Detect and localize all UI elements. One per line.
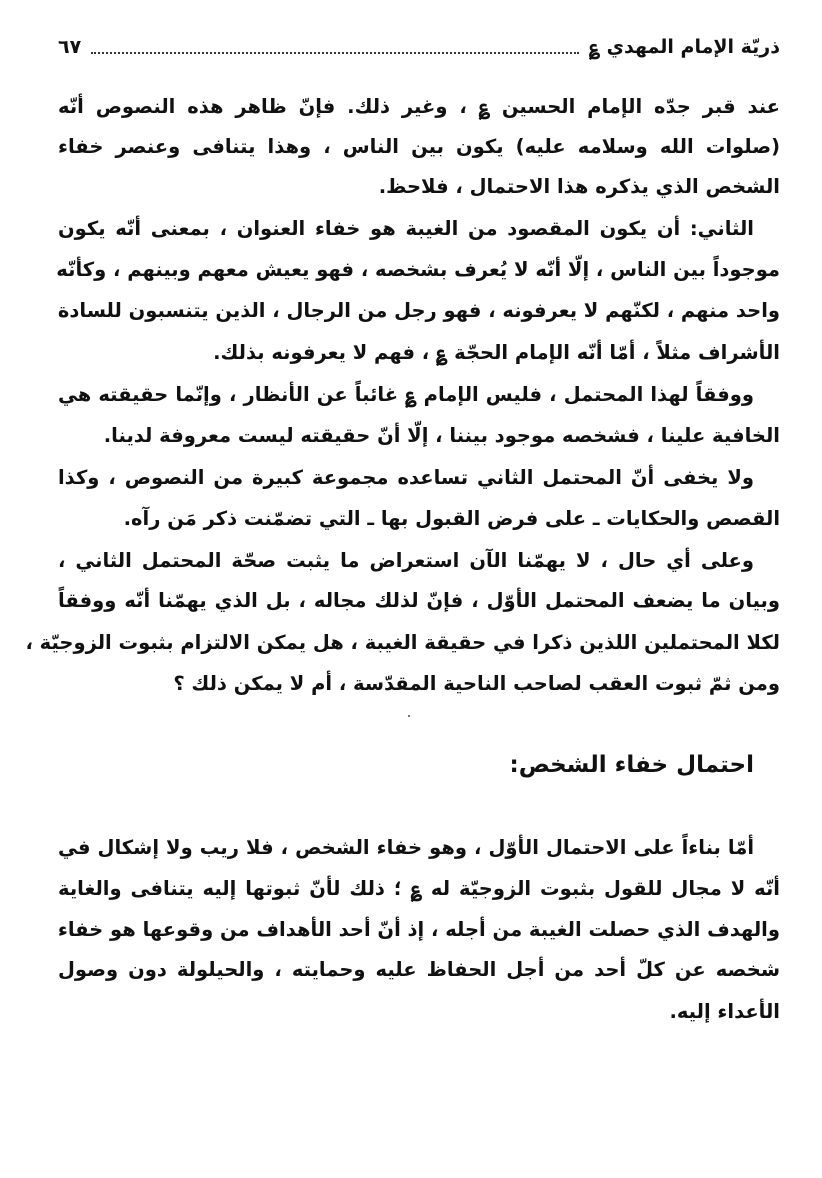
text-line: أنّه لا مجال للقول بثبوت الزوجيّة له ؏ ؛ ذلك لأنّ ثبوتها إليه يتنافى والغاية (58, 877, 780, 900)
text-line: وبيان ما يضعف المحتمل الأوّل ، فإنّ لذلك مجاله ، بل الذي يهمّنا أنّه ووفقاً (58, 589, 780, 612)
text-line: ومن ثمّ ثبوت العقب لصاحب الناحية المقدّسة ، أم لا يمكن ذلك ؟ (173, 672, 780, 695)
running-header (58, 30, 780, 64)
text-line: ووفقاً لهذا المحتمل ، فليس الإمام ؏ غائباً عن الأنظار ، وإنّما حقيقته هي (58, 383, 754, 406)
text-line: الشخص الذي يذكره هذا الاحتمال ، فلاحظ. (378, 175, 780, 198)
text-line: وعلى أي حال ، لا يهمّنا الآن استعراض ما يثبت صحّة المحتمل الثاني ، (58, 549, 754, 572)
text-line: أمّا بناءاً على الاحتمال الأوّل ، وهو خفاء الشخص ، فلا ريب ولا إشكال في (58, 836, 754, 859)
text-line: شخصه عن كلّ أحد من أجل الحفاظ عليه وحمايته ، والحيلولة دون وصول (58, 958, 780, 981)
page-number: ٦٧ (58, 36, 82, 58)
section-heading: احتمال خفاء الشخص: (509, 752, 754, 778)
text-line: والهدف الذي حصلت الغيبة من أجله ، إذ أنّ أحد الأهداف من وقوعها هو خفاء (57, 918, 780, 941)
text-line: الأعداء إليه. (669, 1000, 780, 1023)
text-line: عند قبر جدّه الإمام الحسين ؏ ، وغير ذلك. فإنّ ظاهر هذه النصوص أنّه (58, 95, 780, 118)
text-line: واحد منهم ، لكنّهم لا يعرفونه ، فهو رجل من الرجال ، الذين يتنسبون للسادة (57, 299, 780, 322)
book-title: ذريّة الإمام المهدي ؏ (588, 36, 780, 58)
text-line: الخافية علينا ، فشخصه موجود بيننا ، إلّا أنّ حقيقته ليست معروفة لدينا. (103, 424, 780, 447)
text-line: الأشراف مثلاً ، أمّا أنّه الإمام الحجّة ؏ ، فهم لا يعرفونه بذلك. (213, 341, 780, 364)
text-line: لكلا المحتملين اللذين ذكرا في حقيقة الغيبة ، هل يمكن الالتزام بثبوت الزوجيّة ، (25, 631, 780, 654)
dot-leader (91, 52, 579, 54)
text-line: (صلوات الله وسلامه عليه) يكون بين الناس ، وهذا يتنافى وعنصر خفاء (58, 135, 780, 158)
stray-dot (408, 715, 410, 717)
text-line: القصص والحكايات ـ على فرض القبول بها ـ التي تضمّنت ذكر مَن رآه. (123, 507, 780, 530)
text-line: ولا يخفى أنّ المحتمل الثاني تساعده مجموعة كبيرة من النصوص ، وكذا (58, 466, 754, 489)
text-line: موجوداً بين الناس ، إلّا أنّه لا يُعرف بشخصه ، فهو يعيش معهم وبينهم ، وكأنّه (56, 258, 780, 281)
text-line: الثاني: أن يكون المقصود من الغيبة هو خفاء العنوان ، بمعنى أنّه يكون (58, 217, 754, 240)
